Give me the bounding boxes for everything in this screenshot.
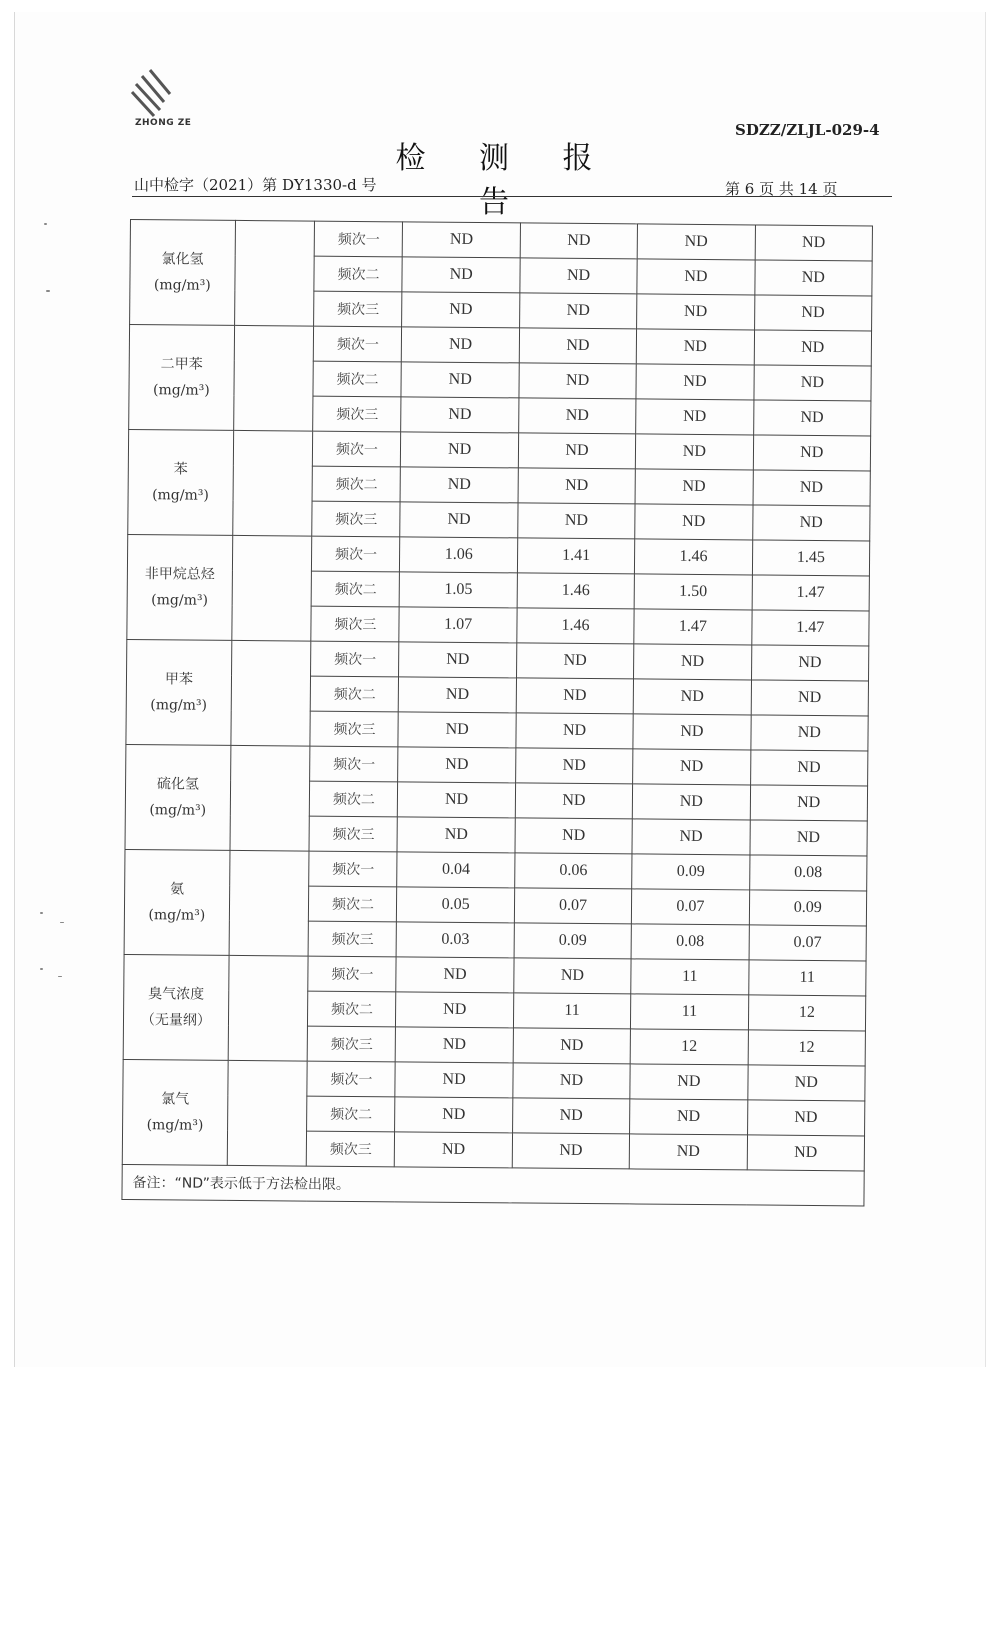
value-cell: ND: [633, 749, 751, 785]
blank-cell: [229, 850, 310, 956]
frequency-cell: 频次一: [309, 851, 397, 887]
value-cell: ND: [753, 470, 871, 506]
parameter-cell: [129, 325, 235, 431]
value-cell: 0.07: [749, 925, 867, 961]
frequency-cell: 频次三: [313, 396, 401, 432]
value-cell: 12: [748, 1030, 866, 1066]
value-cell: ND: [752, 505, 870, 541]
value-cell: ND: [751, 645, 869, 681]
blank-cell: [234, 220, 315, 326]
frequency-cell: 频次二: [314, 256, 402, 292]
frequency-cell: 频次三: [310, 711, 398, 747]
value-cell: ND: [633, 714, 751, 750]
value-cell: ND: [398, 747, 516, 783]
parameter-name: 甲苯: [164, 671, 193, 688]
table-row: [129, 325, 871, 366]
value-cell: 0.09: [749, 890, 867, 926]
frequency-cell: 频次一: [310, 746, 398, 782]
value-cell: ND: [516, 713, 634, 749]
value-cell: 11: [631, 959, 749, 995]
value-cell: ND: [513, 1028, 631, 1064]
value-cell: ND: [753, 400, 871, 436]
frequency-cell: 频次二: [310, 781, 398, 817]
value-cell: ND: [401, 362, 519, 398]
value-cell: 12: [630, 1029, 748, 1065]
parameter-cell: [127, 534, 233, 640]
parameter-unit: (mg/m³): [152, 382, 210, 399]
table-row: [127, 639, 869, 680]
value-cell: ND: [519, 293, 637, 329]
frequency-cell: 频次一: [315, 221, 403, 257]
value-cell: ND: [402, 292, 520, 328]
value-cell: ND: [520, 223, 638, 259]
frequency-cell: 频次三: [307, 1131, 395, 1167]
value-cell: ND: [402, 257, 520, 293]
value-cell: 11: [513, 993, 631, 1029]
frequency-cell: 频次三: [309, 921, 397, 957]
table-row: [130, 220, 872, 261]
scan-speck: [40, 968, 43, 970]
value-cell: 1.47: [634, 609, 752, 645]
value-cell: ND: [398, 782, 516, 818]
value-cell: 0.09: [514, 923, 632, 959]
value-cell: ND: [396, 992, 514, 1028]
value-cell: ND: [754, 295, 872, 331]
frequency-cell: 频次二: [312, 571, 400, 607]
parameter-unit: (mg/m³): [146, 1117, 204, 1134]
frequency-cell: 频次一: [314, 326, 402, 362]
remark-note: 备注：“ND”表示低于方法检出限。: [122, 1164, 864, 1205]
parameter-unit: (mg/m³): [148, 907, 206, 924]
value-cell: ND: [401, 467, 519, 503]
value-cell: ND: [637, 294, 755, 330]
value-cell: ND: [754, 330, 872, 366]
value-cell: ND: [395, 1062, 513, 1098]
value-cell: 12: [748, 995, 866, 1031]
frequency-cell: 频次三: [311, 606, 399, 642]
value-cell: 1.46: [635, 539, 753, 575]
table-row: [125, 849, 867, 890]
value-cell: ND: [395, 1097, 513, 1133]
parameter-name: 硫化氢: [156, 776, 200, 793]
parameter-name: 非甲烷总烃: [144, 566, 215, 583]
value-cell: ND: [516, 678, 634, 714]
value-cell: ND: [401, 397, 519, 433]
scan-speck: [58, 976, 62, 977]
value-cell: ND: [754, 260, 872, 296]
value-cell: ND: [518, 468, 636, 504]
value-cell: 11: [748, 960, 866, 996]
blank-cell: [232, 535, 313, 641]
value-cell: ND: [630, 1099, 748, 1135]
parameter-name: 臭气浓度: [148, 986, 205, 1003]
frequency-cell: 频次一: [312, 536, 400, 572]
frequency-cell: 频次三: [308, 1026, 396, 1062]
scan-speck: [60, 922, 64, 923]
blank-cell: [231, 640, 312, 746]
value-cell: ND: [516, 643, 634, 679]
value-cell: ND: [753, 435, 871, 471]
value-cell: 0.09: [632, 854, 750, 890]
frequency-cell: 频次二: [312, 466, 400, 502]
value-cell: ND: [747, 1135, 865, 1171]
value-cell: ND: [401, 432, 519, 468]
parameter-cell: [126, 639, 232, 745]
parameter-unit: (mg/m³): [151, 592, 209, 609]
value-cell: 0.03: [397, 922, 515, 958]
value-cell: ND: [629, 1134, 747, 1170]
parameter-cell: [123, 954, 229, 1060]
value-cell: 1.47: [751, 610, 869, 646]
parameter-unit: (mg/m³): [150, 697, 208, 714]
value-cell: ND: [399, 642, 517, 678]
value-cell: ND: [750, 820, 868, 856]
value-cell: ND: [637, 259, 755, 295]
value-cell: ND: [399, 677, 517, 713]
value-cell: ND: [520, 258, 638, 294]
results-table: [121, 219, 873, 1206]
value-cell: ND: [403, 222, 521, 258]
value-cell: 1.47: [752, 575, 870, 611]
remark-row: [122, 1164, 864, 1205]
parameter-unit: (mg/m³): [153, 277, 211, 294]
scan-speck: [46, 290, 50, 292]
value-cell: ND: [636, 364, 754, 400]
value-cell: ND: [630, 1064, 748, 1100]
value-cell: ND: [635, 469, 753, 505]
value-cell: ND: [513, 1063, 631, 1099]
table-row: [127, 534, 869, 575]
value-cell: 1.46: [517, 573, 635, 609]
value-cell: ND: [396, 957, 514, 993]
value-cell: 0.08: [631, 924, 749, 960]
value-cell: ND: [518, 503, 636, 539]
blank-cell: [233, 430, 314, 536]
frequency-cell: 频次一: [311, 641, 399, 677]
frequency-cell: 频次三: [312, 501, 400, 537]
blank-cell: [227, 1060, 308, 1166]
value-cell: ND: [515, 818, 633, 854]
frequency-cell: 频次三: [309, 816, 397, 852]
frequency-cell: 频次一: [308, 956, 396, 992]
document-title: 检 测 报 告: [395, 141, 615, 220]
value-cell: 0.08: [749, 855, 867, 891]
logo-text: ZHONG ZE: [135, 118, 192, 128]
frequency-cell: 频次一: [313, 431, 401, 467]
parameter-cell: [122, 1059, 228, 1165]
value-cell: ND: [632, 819, 750, 855]
scan-speck: [44, 223, 47, 225]
value-cell: ND: [636, 434, 754, 470]
value-cell: ND: [398, 712, 516, 748]
parameter-unit: (mg/m³): [152, 487, 209, 504]
value-cell: ND: [512, 1133, 630, 1169]
value-cell: ND: [747, 1065, 865, 1101]
parameter-name: 氯气: [161, 1091, 190, 1108]
value-cell: 0.07: [632, 889, 750, 925]
frequency-cell: 频次二: [307, 1096, 395, 1132]
blank-cell: [228, 955, 309, 1061]
table-row: [123, 1059, 865, 1100]
value-cell: 0.07: [514, 888, 632, 924]
value-cell: ND: [515, 783, 633, 819]
value-cell: ND: [755, 225, 873, 261]
value-cell: 1.45: [752, 540, 870, 576]
parameter-name: 苯: [173, 461, 188, 478]
document-code: SDZZ/ZLJL-029-4: [735, 121, 880, 139]
frequency-cell: 频次二: [311, 676, 399, 712]
value-cell: 0.06: [515, 853, 633, 889]
frequency-cell: 频次二: [308, 991, 396, 1027]
frequency-cell: 频次一: [307, 1061, 395, 1097]
table-row: [124, 954, 866, 995]
value-cell: ND: [636, 329, 754, 365]
parameter-unit: （无量纲）: [140, 1012, 211, 1029]
parameter-name: 氨: [169, 881, 185, 898]
value-cell: 0.05: [397, 887, 515, 923]
value-cell: ND: [515, 748, 633, 784]
page-number: 第 6 页 共 14 页: [725, 180, 838, 198]
value-cell: ND: [400, 502, 518, 538]
value-cell: 1.05: [400, 572, 518, 608]
value-cell: ND: [512, 1098, 630, 1134]
value-cell: ND: [402, 327, 520, 363]
value-cell: ND: [751, 680, 869, 716]
parameter-cell: [128, 429, 234, 535]
frequency-cell: 频次二: [309, 886, 397, 922]
value-cell: 1.50: [634, 574, 752, 610]
parameter-name: 氯化氢: [161, 251, 204, 268]
value-cell: ND: [754, 365, 872, 401]
value-cell: ND: [633, 679, 751, 715]
value-cell: ND: [750, 785, 868, 821]
parameter-cell: [124, 849, 230, 955]
value-cell: ND: [633, 784, 751, 820]
parameter-cell: [125, 744, 231, 850]
scan-speck: [40, 912, 43, 914]
value-cell: ND: [396, 1027, 514, 1063]
report-number: 山中检字（2021）第 DY1330-d 号: [134, 176, 377, 194]
value-cell: ND: [518, 433, 636, 469]
table-row: [128, 429, 870, 470]
parameter-unit: (mg/m³): [149, 802, 207, 819]
value-cell: ND: [514, 958, 632, 994]
header-divider: [132, 196, 892, 197]
value-cell: ND: [519, 328, 637, 364]
blank-cell: [233, 325, 314, 431]
value-cell: ND: [518, 398, 636, 434]
value-cell: ND: [747, 1100, 865, 1136]
value-cell: ND: [397, 817, 515, 853]
value-cell: 1.06: [400, 537, 518, 573]
value-cell: ND: [635, 504, 753, 540]
value-cell: 11: [631, 994, 749, 1030]
parameter-name: 二甲苯: [160, 356, 203, 373]
table-row: [126, 744, 868, 785]
value-cell: ND: [395, 1132, 513, 1168]
value-cell: ND: [636, 399, 754, 435]
frequency-cell: 频次二: [313, 361, 401, 397]
value-cell: ND: [750, 715, 868, 751]
value-cell: ND: [519, 363, 637, 399]
blank-cell: [230, 745, 311, 851]
value-cell: ND: [750, 750, 868, 786]
value-cell: 1.46: [517, 608, 635, 644]
value-cell: 1.41: [517, 538, 635, 574]
value-cell: 1.07: [399, 607, 517, 643]
parameter-cell: [130, 220, 236, 326]
value-cell: 0.04: [397, 852, 515, 888]
value-cell: ND: [637, 224, 755, 260]
frequency-cell: 频次三: [314, 291, 402, 327]
value-cell: ND: [634, 644, 752, 680]
